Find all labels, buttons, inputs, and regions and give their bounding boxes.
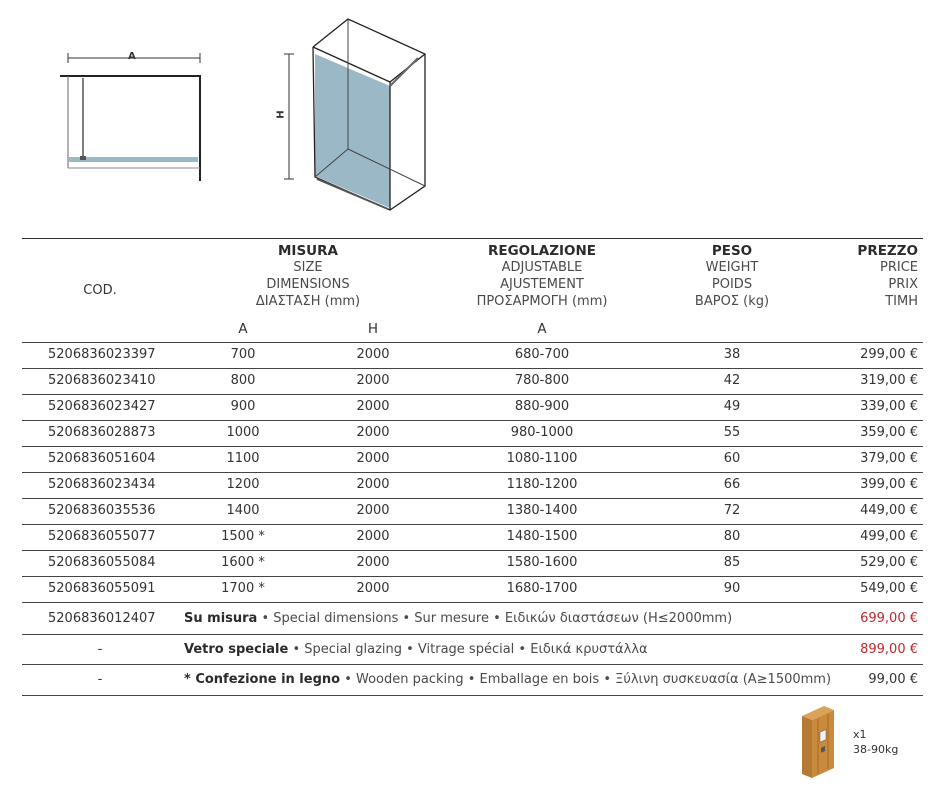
adjustment-range: 1380-1400 — [506, 503, 578, 518]
row-separator — [22, 498, 923, 499]
subheader-regolazione-a: A — [537, 321, 547, 337]
price-value: 449,00 € — [860, 503, 918, 518]
extra-title: Su misura — [184, 610, 258, 626]
adjustment-range: 1080-1100 — [506, 451, 578, 466]
adjustment-range: 780-800 — [514, 373, 570, 388]
product-code: 5206836055077 — [48, 529, 156, 544]
package-quantity: x1 — [853, 728, 867, 741]
dimension-h: 2000 — [356, 451, 390, 466]
extra-description — [184, 672, 831, 687]
extra-code: 5206836012407 — [48, 610, 156, 626]
row-separator — [22, 342, 923, 343]
adjustment-range: 1480-1500 — [506, 529, 578, 544]
package-weight-range: 38-90kg — [853, 743, 899, 756]
weight-value: 38 — [723, 347, 741, 362]
header-peso: PESO WEIGHT POIDS ΒΑΡΟΣ (kg) — [694, 243, 770, 309]
plan-view-diagram — [55, 48, 210, 188]
weight-value: 85 — [723, 555, 741, 570]
adjustment-range: 680-700 — [514, 347, 570, 362]
extra-code: - — [97, 641, 103, 657]
dimension-h: 2000 — [356, 347, 390, 362]
table-bottom-rule — [22, 695, 923, 696]
product-code: 5206836023410 — [48, 373, 156, 388]
dimension-a: 1200 — [226, 477, 260, 492]
row-separator — [22, 446, 923, 447]
extra-text: • Special glazing • Vitrage spécial • Ειδικά κρυστάλλα — [288, 641, 648, 657]
weight-value: 66 — [723, 477, 741, 492]
extra-code: - — [97, 672, 103, 687]
weight-value: 60 — [723, 451, 741, 466]
header-regolazione: REGOLAZIONE ADJUSTABLE AJUSTEMENT ΠΡΟΣΑΡΜΟΓΗ (mm) — [476, 243, 608, 309]
weight-value: 80 — [723, 529, 741, 544]
extra-price: 699,00 € — [860, 610, 918, 626]
dimension-a: 900 — [230, 399, 256, 414]
dimension-a: 1700 * — [221, 581, 265, 596]
extra-title: * Confezione in legno — [184, 672, 341, 687]
table-top-rule — [22, 238, 923, 239]
weight-value: 49 — [723, 399, 741, 414]
dimension-a: 1100 — [226, 451, 260, 466]
product-code: 5206836023427 — [48, 399, 156, 414]
glass-panel-plan — [68, 157, 198, 162]
product-code: 5206836055091 — [48, 581, 156, 596]
row-separator — [22, 664, 923, 665]
extra-title: Vetro speciale — [184, 641, 289, 657]
price-value: 339,00 € — [860, 399, 918, 414]
weight-value: 72 — [723, 503, 741, 518]
product-code: 5206836023397 — [48, 347, 156, 362]
price-value: 299,00 € — [860, 347, 918, 362]
extra-description — [184, 642, 648, 657]
weight-value: 42 — [723, 373, 741, 388]
dimension-h: 2000 — [356, 503, 390, 518]
dimension-a: 1600 * — [221, 555, 265, 570]
header-prezzo: PREZZO PRICE PRIX ΤΙΜΗ — [857, 243, 918, 309]
extra-price: 899,00 € — [860, 641, 918, 657]
dimension-h: 2000 — [356, 529, 390, 544]
extra-text: • Special dimensions • Sur mesure • Ειδικών διαστάσεων (H≤2000mm) — [257, 610, 733, 626]
price-value: 399,00 € — [860, 477, 918, 492]
row-separator — [22, 550, 923, 551]
product-code: 5206836051604 — [48, 451, 156, 466]
row-separator — [22, 472, 923, 473]
elevation-label-h: H — [275, 110, 287, 119]
dimension-h: 2000 — [356, 373, 390, 388]
extra-text: • Wooden packing • Emballage en bois • Ξύλινη συσκευασία (A≥1500mm) — [340, 672, 832, 687]
product-code: 5206836023434 — [48, 477, 156, 492]
row-separator — [22, 524, 923, 525]
elevation-view-diagram — [275, 14, 435, 214]
adjustment-range: 1680-1700 — [506, 581, 578, 596]
dimension-h: 2000 — [356, 555, 390, 570]
price-value: 529,00 € — [860, 555, 918, 570]
weight-value: 55 — [723, 425, 741, 440]
extra-price: 99,00 € — [868, 672, 918, 687]
adjustment-range: 1180-1200 — [506, 477, 578, 492]
dimension-h: 2000 — [356, 425, 390, 440]
dimension-a: 1000 — [226, 425, 260, 440]
price-value: 319,00 € — [860, 373, 918, 388]
row-separator — [22, 634, 923, 635]
price-value: 549,00 € — [860, 581, 918, 596]
row-separator — [22, 602, 923, 603]
price-value: 359,00 € — [860, 425, 918, 440]
row-separator — [22, 368, 923, 369]
subheader-a: A — [238, 321, 248, 337]
dimension-h: 2000 — [356, 477, 390, 492]
dimension-a: 1400 — [226, 503, 260, 518]
adjustment-range: 880-900 — [514, 399, 570, 414]
dimension-a: 700 — [230, 347, 256, 362]
product-code: 5206836055084 — [48, 555, 156, 570]
header-misura: MISURA SIZE DIMENSIONS ΔΙΑΣΤΑΣΗ (mm) — [255, 243, 361, 309]
dimension-a: 800 — [230, 373, 256, 388]
adjustment-range: 1580-1600 — [506, 555, 578, 570]
plan-label-a: A — [128, 51, 136, 62]
product-code: 5206836028873 — [48, 425, 156, 440]
subheader-h: H — [367, 321, 379, 337]
price-value: 499,00 € — [860, 529, 918, 544]
wooden-box-icon — [798, 702, 838, 780]
dimension-a: 1500 * — [221, 529, 265, 544]
dimension-h: 2000 — [356, 581, 390, 596]
product-code: 5206836035536 — [48, 503, 156, 518]
row-separator — [22, 394, 923, 395]
row-separator — [22, 576, 923, 577]
row-separator — [22, 420, 923, 421]
price-value: 379,00 € — [860, 451, 918, 466]
dimension-h: 2000 — [356, 399, 390, 414]
extra-description — [184, 611, 732, 626]
weight-value: 90 — [723, 581, 741, 596]
header-cod: COD. — [83, 283, 117, 298]
adjustment-range: 980-1000 — [510, 425, 574, 440]
